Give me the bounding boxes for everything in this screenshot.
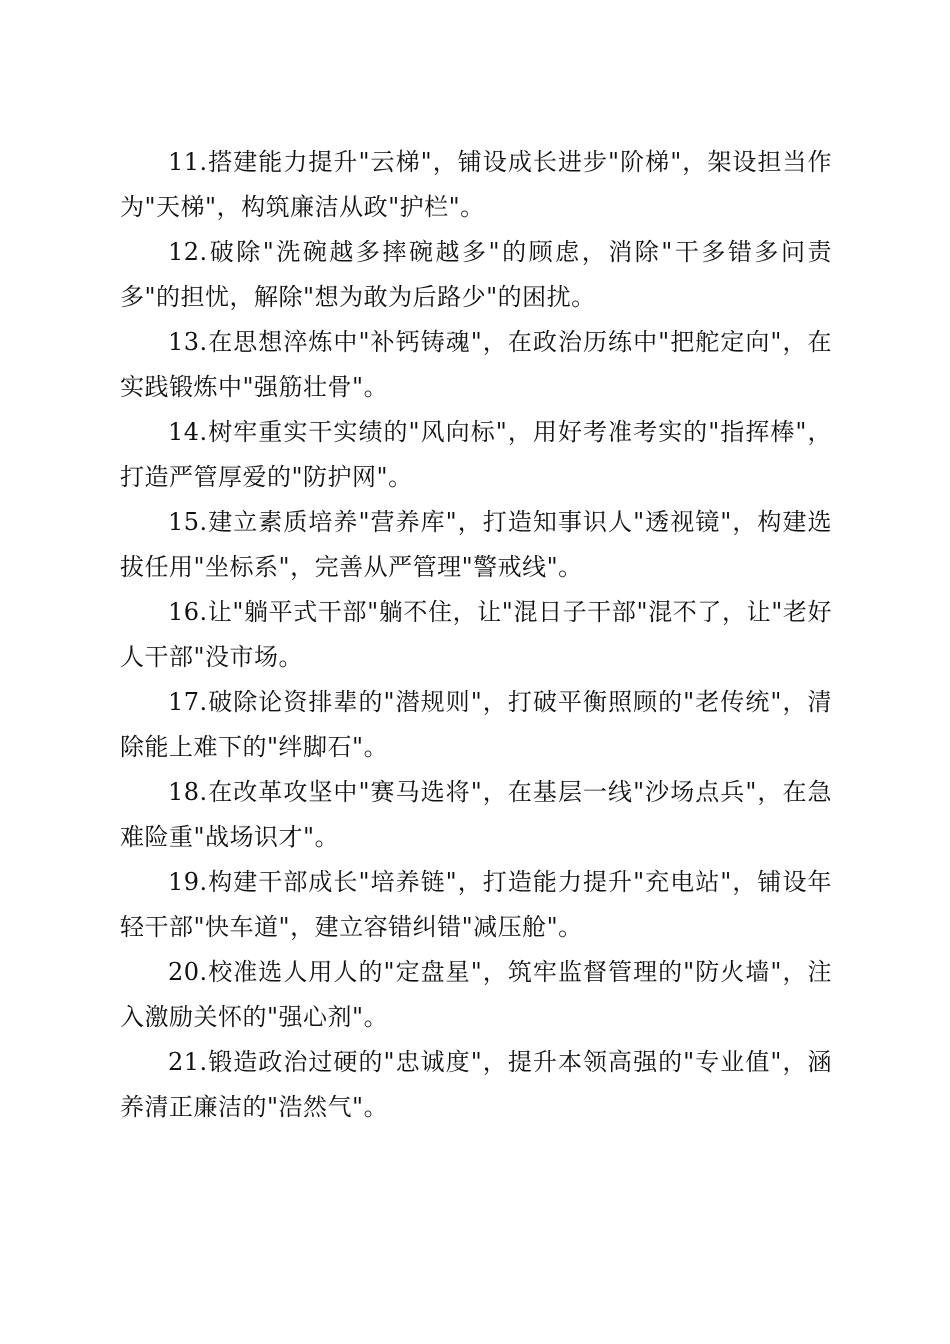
paragraph-15: 15.建立素质培养"营养库"，打造知事识人"透视镜"，构建选拔任用"坐标系"，完善从严管理"警戒线"。	[120, 508, 832, 581]
document-body	[120, 140, 832, 1130]
paragraph-16: 16.让"躺平式干部"躺不住，让"混日子干部"混不了，让"老好人干部"没市场。	[120, 598, 832, 671]
paragraph-21: 21.锻造政治过硬的"忠诚度"，提升本领高强的"专业值"，涵养清正廉洁的"浩然气"。	[120, 1048, 832, 1121]
paragraph-14: 14.树牢重实干实绩的"风向标"，用好考准考实的"指挥棒"，打造严管厚爱的"防护网"。	[120, 418, 832, 491]
paragraph-20: 20.校准选人用人的"定盘星"，筑牢监督管理的"防火墙"，注入激励关怀的"强心剂"。	[120, 958, 832, 1031]
paragraph-13: 13.在思想淬炼中"补钙铸魂"，在政治历练中"把舵定向"，在实践锻炼中"强筋壮骨"。	[120, 328, 832, 401]
paragraph-17: 17.破除论资排辈的"潜规则"，打破平衡照顾的"老传统"，清除能上难下的"绊脚石"。	[120, 688, 832, 761]
paragraph-18: 18.在改革攻坚中"赛马选将"，在基层一线"沙场点兵"，在急难险重"战场识才"。	[120, 778, 832, 851]
paragraph-19: 19.构建干部成长"培养链"，打造能力提升"充电站"，铺设年轻干部"快车道"，建立容错纠错"减压舱"。	[120, 868, 832, 941]
paragraph-12: 12.破除"洗碗越多摔碗越多"的顾虑，消除"干多错多问责多"的担忧，解除"想为敢为后路少"的困扰。	[120, 238, 832, 311]
paragraph-11: 11.搭建能力提升"云梯"，铺设成长进步"阶梯"，架设担当作为"天梯"，构筑廉洁从政"护栏"。	[120, 148, 832, 221]
